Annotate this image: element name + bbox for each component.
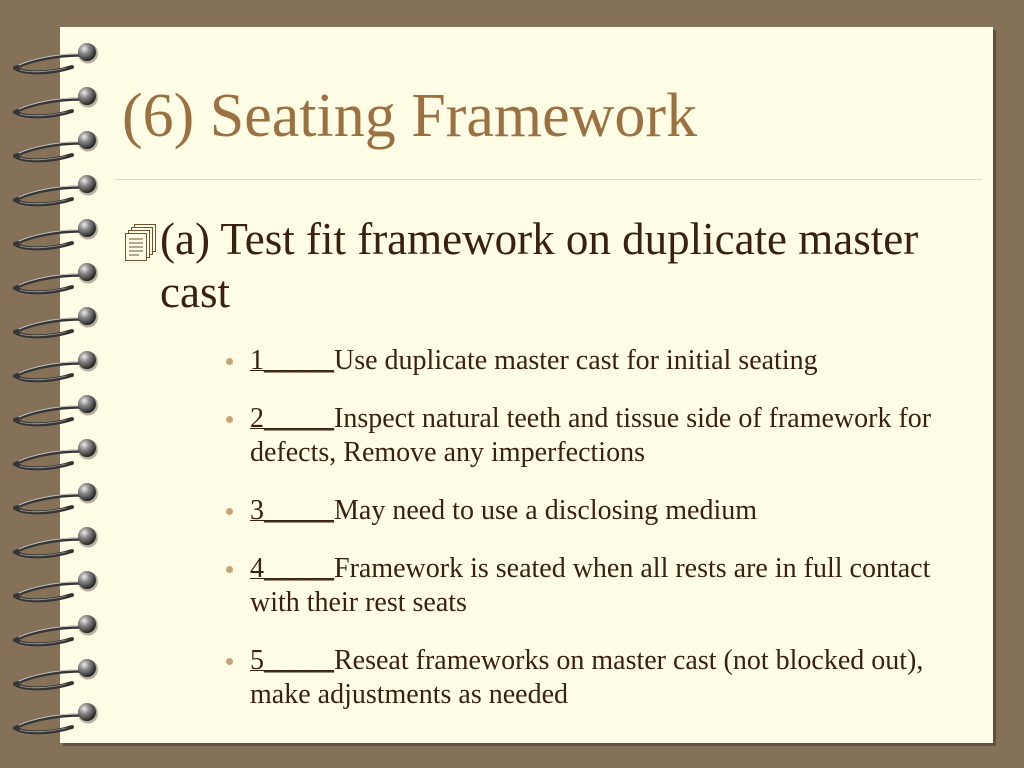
spiral-hole [78, 131, 96, 149]
list-item [250, 402, 950, 470]
spiral-ring [15, 175, 98, 204]
spiral-ring [15, 307, 98, 336]
spiral-hole [78, 615, 96, 633]
list-item [250, 644, 950, 712]
list-item [250, 552, 950, 620]
spiral-ring [15, 219, 98, 248]
step-number: 2_____ [250, 403, 334, 434]
spiral-ring [15, 263, 98, 292]
step-text: Reseat frameworks on master cast (not blocked out), make adjustments as needed [250, 645, 924, 710]
spiral-hole [78, 219, 96, 237]
spiral-hole [78, 175, 96, 193]
bullet-dot [226, 566, 233, 573]
spiral-hole [78, 527, 96, 545]
spiral-ring [15, 351, 98, 380]
spiral-ring [15, 703, 98, 732]
spiral-hole [78, 703, 96, 721]
spiral-ring [15, 43, 98, 72]
spiral-ring [15, 571, 98, 600]
step-text: Inspect natural teeth and tissue side of framework for defects, Remove any imperfections [250, 403, 932, 468]
spiral-hole [78, 659, 96, 677]
spiral-ring [15, 87, 98, 116]
bullet-dot [226, 358, 233, 365]
spiral-ring [15, 439, 98, 468]
spiral-ring [15, 395, 98, 424]
title-divider [115, 179, 982, 180]
slide-title: (6) Seating Framework [122, 82, 698, 150]
step-number: 1_____ [250, 345, 334, 376]
step-text: May need to use a disclosing medium [334, 495, 758, 526]
step-number: 3_____ [250, 495, 334, 526]
spiral-binding [0, 0, 110, 768]
page-stack-icon [124, 223, 158, 263]
spiral-hole [78, 263, 96, 281]
step-number: 4_____ [250, 553, 334, 584]
step-list [250, 344, 950, 736]
spiral-ring [15, 483, 98, 512]
spiral-hole [78, 351, 96, 369]
spiral-hole [78, 307, 96, 325]
main-bullet-text: (a) Test fit framework on duplicate master cast [160, 214, 919, 317]
bullet-dot [226, 416, 233, 423]
spiral-hole [78, 43, 96, 61]
step-text: Framework is seated when all rests are in full contact with their rest seats [250, 553, 931, 618]
spiral-hole [78, 483, 96, 501]
list-item [250, 494, 950, 528]
step-number: 5_____ [250, 645, 334, 676]
spiral-hole [78, 395, 96, 413]
step-text: Use duplicate master cast for initial seating [334, 345, 818, 376]
spiral-ring [15, 131, 98, 160]
spiral-hole [78, 87, 96, 105]
spiral-hole [78, 439, 96, 457]
spiral-ring [15, 527, 98, 556]
bullet-dot [226, 658, 233, 665]
spiral-ring [15, 615, 98, 644]
list-item [250, 344, 950, 378]
spiral-hole [78, 571, 96, 589]
bullet-dot [226, 508, 233, 515]
spiral-ring [15, 659, 98, 688]
